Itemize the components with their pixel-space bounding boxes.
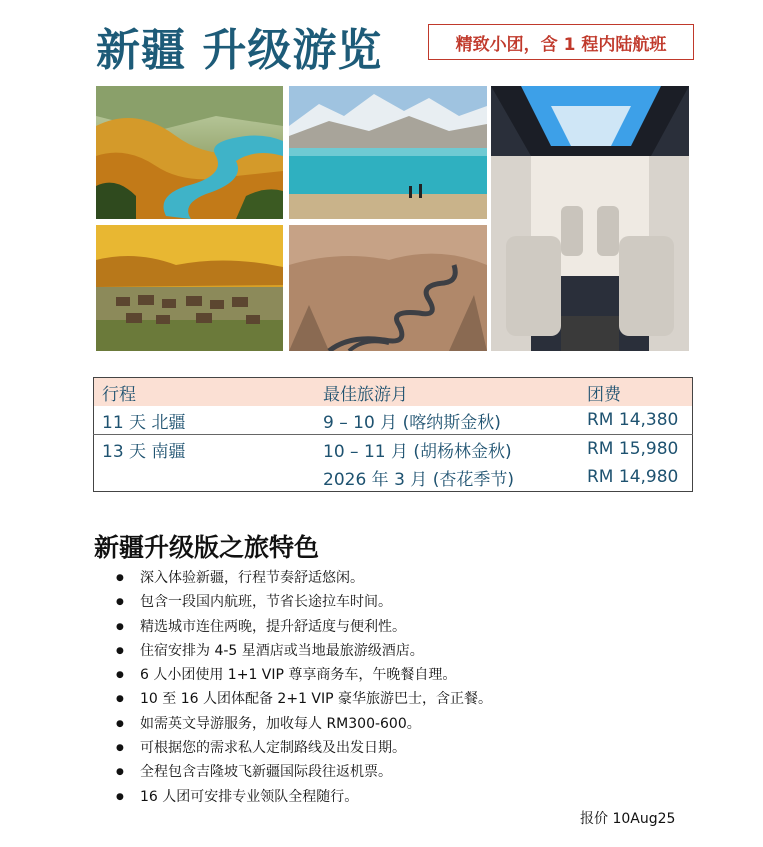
price-cell: RM 14,980 xyxy=(587,467,679,487)
list-item: ● 如需英文导游服务，加收每人 RM300-600。 xyxy=(116,712,492,736)
table-row xyxy=(94,463,693,492)
winding-road-photo xyxy=(289,225,487,351)
list-item: ● 住宿安排为 4-5 星酒店或当地最旅游级酒店。 xyxy=(116,639,492,663)
vip-van-interior-photo xyxy=(491,86,689,351)
page-title: 新疆 升级游览 xyxy=(96,25,383,76)
list-item: ● 精选城市连住两晚，提升舒适度与便利性。 xyxy=(116,615,492,639)
header-price: 团费 xyxy=(579,378,693,407)
list-item: ● 可根据您的需求私人定制路线及出发日期。 xyxy=(116,736,492,760)
tour-cell: 13 天 南疆 xyxy=(102,441,186,462)
list-item: ● 全程包含吉隆坡飞新疆国际段往返机票。 xyxy=(116,760,492,784)
quote-date: 报价 10Aug25 xyxy=(580,811,676,827)
list-item: ● 16 人团可安排专业领队全程随行。 xyxy=(116,785,492,809)
small-group-badge: 精致小团，含 1 程内陆航班 xyxy=(428,24,694,60)
table-row xyxy=(94,435,693,464)
tour-cell xyxy=(94,463,316,492)
tour-price-table xyxy=(93,377,693,492)
features-title: 新疆升级版之旅特色 xyxy=(94,533,320,562)
header-tour: 行程 xyxy=(94,378,316,407)
features-list xyxy=(116,566,492,809)
season-cell: 9 – 10 月 (喀纳斯金秋) xyxy=(315,406,579,435)
lake-mountain-photo xyxy=(289,86,487,219)
price-cell: RM 14,380 xyxy=(579,406,693,435)
tour-cell: 11 天 北疆 xyxy=(94,406,316,435)
table-row xyxy=(94,406,693,435)
list-item: ● 包含一段国内航班，节省长途拉车时间。 xyxy=(116,590,492,614)
price-cell: RM 15,980 xyxy=(587,439,679,459)
table-header-row xyxy=(94,378,693,407)
season-cell: 2026 年 3 月 (杏花季节) xyxy=(323,469,514,490)
season-cell: 10 – 11 月 (胡杨林金秋) xyxy=(323,441,512,462)
list-item: ● 10 至 16 人团体配备 2+1 VIP 豪华旅游巴士，含正餐。 xyxy=(116,687,492,711)
kanas-river-photo xyxy=(96,86,283,219)
list-item: ● 6 人小团使用 1+1 VIP 尊享商务车，午晚餐自理。 xyxy=(116,663,492,687)
header-season: 最佳旅游月 xyxy=(315,378,579,407)
hemu-village-photo xyxy=(96,225,283,351)
list-item: ● 深入体验新疆，行程节奏舒适悠闲。 xyxy=(116,566,492,590)
